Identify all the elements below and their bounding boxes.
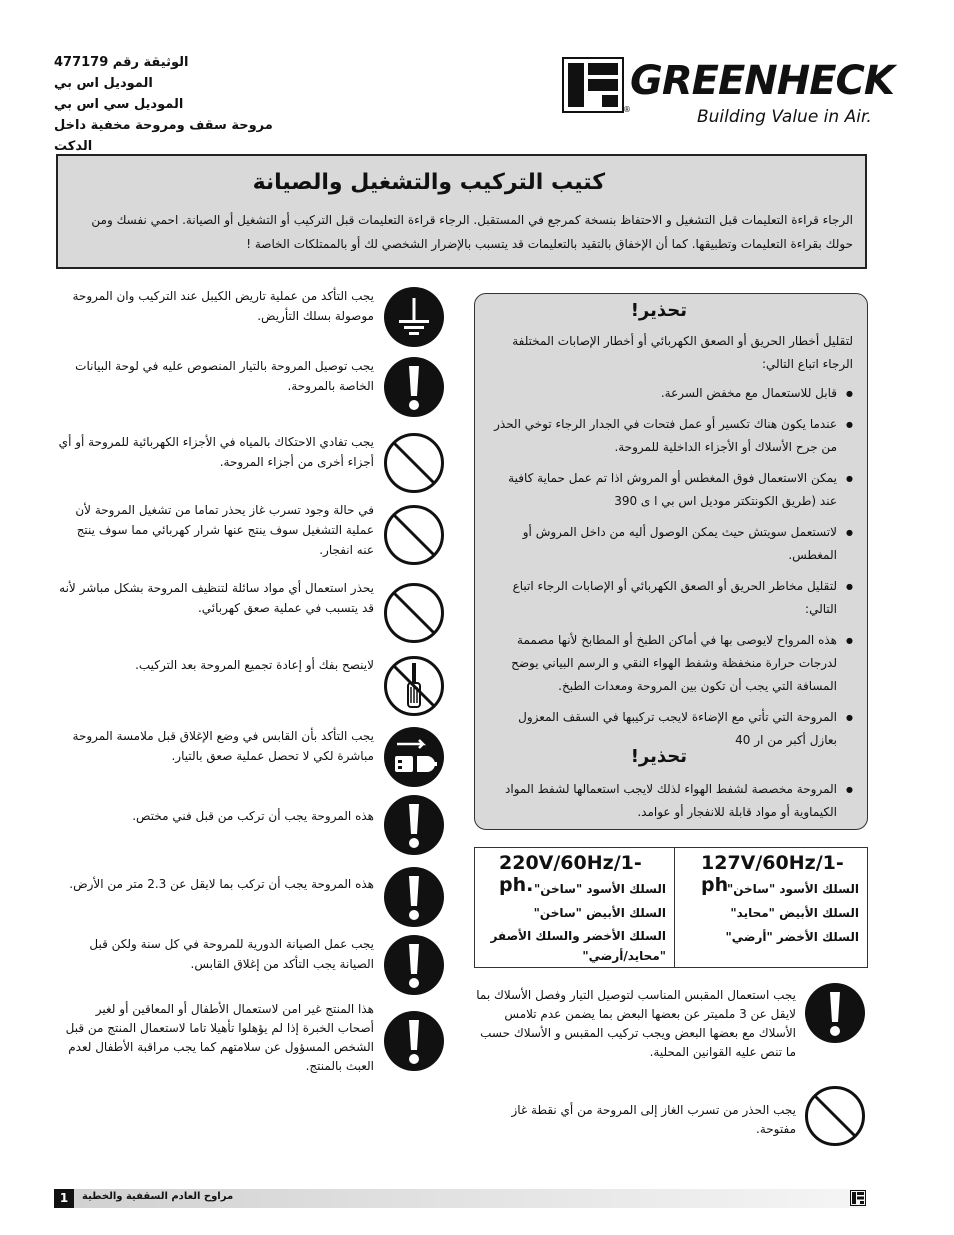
voltage-column-127 [675, 848, 867, 967]
safety-item-text: هذه المروحة يجب أن تركب من قبل فني مختص. [132, 809, 374, 823]
safety-item-voltage [58, 356, 448, 420]
exclamation-icon [383, 934, 445, 996]
safety-item-technician [58, 794, 448, 858]
warning-bullet: ● عندما يكون هناك تكسير أو عمل فتحات في الجدار الرجاء توخي الحذر من جرح الأسلاك أو الأجزاء الداخلية للمروحة. [489, 413, 837, 459]
safety-item-grounding [58, 286, 448, 350]
warning-bullet: ● المروحة التي تأتي مع الإضاءة لايجب تركيبها في السقف المعزول بعازل أكبر من ار 40 [489, 706, 837, 752]
footer-title: مراوح العادم السقفية والخطية [82, 1191, 234, 1202]
exclamation-icon [804, 982, 866, 1044]
safety-item-text: يجب توصيل المروحة بالتيار المنصوص عليه في لوحة البيانات الخاصة بالمروحة. [75, 359, 374, 393]
warning-bullet: ● لاتستعمل سويتش حيث يمكن الوصول أليه من داخل المروش أو المغطس. [489, 521, 837, 567]
safety-item-text: هذه المروحة يجب أن تركب بما لايقل عن 2.3 متر من الأرض. [69, 877, 374, 891]
exclamation-icon [383, 356, 445, 418]
title-box [56, 154, 867, 269]
logo-tagline: Building Value in Air. [697, 107, 872, 127]
manual-intro: الرجاء قراءة التعليمات قبل التشغيل و الاحتفاظ بنسخة كمرجع في المستقبل. الرجاء قراءة التعليمات قبل التركيب أو التشغيل أو الصيانة. احمي نفسك ومن حولك بقراءة التعليمات وتطبيقها. كما أن الإخفاق بالتقيد بالتعليمات قد يتسبب بالإضرار الشخصي لك أو بالممتلكات الخاصة ! [91, 213, 853, 251]
warning-list [489, 382, 853, 760]
wire-row: السلك الأبيض "محايد" [730, 906, 859, 920]
safety-item-text: يحذر استعمال أي مواد سائلة لتنظيف المروحة بشكل مباشر لأنه قد يتسبب في عملية صعق كهربائي. [59, 581, 374, 615]
document-info [54, 52, 314, 157]
product-description: مروحة سقف ومروحة مخفية داخل الدكت [54, 118, 273, 154]
registered-mark: ® [623, 105, 631, 114]
prohibited-icon [383, 432, 445, 494]
wire-row: السلك الأبيض "ساخن" [533, 906, 666, 920]
model-sp: الموديل اس بي [54, 76, 153, 91]
unplug-icon [383, 726, 445, 788]
prohibited-icon [804, 1085, 866, 1147]
safety-item-liquids [58, 578, 448, 642]
safety-item-disassembly [58, 655, 448, 719]
wire-row: السلك الأخضر والسلك الأصفر "محايد/أرضي" [490, 929, 666, 963]
safety-item-text: يجب تفادي الاحتكاك بالمياه في الأجزاء الكهربائية للمروحة أو أي أجزاء أخرى من أجزاء المروحة. [58, 435, 374, 469]
safety-item-unplug [58, 726, 448, 790]
safety-item-water [58, 432, 448, 496]
safety-item-text: يجب التأكد بأن القابس في وضع الإغلاق قبل ملامسة المروحة مباشرة لكي لا تحصل عملية صعق بالتيار. [72, 729, 374, 763]
greenheck-mark-icon [850, 1190, 866, 1206]
safety-item-text: يجب عمل الصيانة الدورية للمروحة في كل سنة ولكن قبل الصيانة يجب التأكد من إغلاق القابس. [89, 937, 374, 971]
exclamation-icon [383, 866, 445, 928]
warning-bullet: ● قابل للاستعمال مع مخفض السرعة. [489, 382, 837, 405]
manual-title: كتيب التركيب والتشغيل والصيانة [252, 170, 605, 195]
logo-wordmark: GREENHECK [630, 58, 894, 104]
exclamation-icon [383, 1010, 445, 1072]
safety-item-text: لاينصح بفك أو إعادة تجميع المروحة بعد التركيب. [135, 658, 374, 672]
wire-row: السلك الأسود "ساخن" [726, 882, 859, 896]
safety-item-maintenance [58, 934, 448, 998]
voltage-wiring-table [474, 847, 868, 968]
prohibited-icon [383, 504, 445, 566]
safety-item-text: يجب الحذر من تسرب الغاز إلى المروحة من أي نقطة غاز مفتوحة. [511, 1103, 796, 1136]
greenheck-logo [560, 55, 894, 145]
warning-bullet: ● يمكن الاستعمال فوق المغطس أو المروش اذا تم عمل حماية كافية عند (طريق الكونتكتر موديل اس بي ا ى 390 [489, 467, 837, 513]
doc-number: الوثيقة رقم 477179 [54, 55, 189, 70]
warning-bullet: ● لتقليل مخاطر الحريق أو الصعق الكهربائي أو الإصابات الرجاء اتباع التالي: [489, 575, 837, 621]
warning-bullet: ● المروحة مخصصة لشفط الهواء لذلك لايجب استعمالها لشفط المواد الكيماوية أو مواد قابلة للانفجار أو عوامد. [489, 778, 837, 824]
warning-bullet: ● هذه المرواح لايوصى بها في أماكن الطبخ أو المطابخ لأنها مصممة لدرجات حرارة منخفظة وشفط الهواء النقي و الرسم البياني يوضح المسافة التي يجب أن تكون بين المروحة ومعدات الطبخ. [489, 629, 837, 698]
safety-item-children [58, 1000, 448, 1080]
warning-list-2 [489, 778, 853, 832]
warning-heading: تحذير! [630, 300, 687, 321]
safety-item-text: يجب استعمال المقبس المناسب لتوصيل التيار وفصل الأسلاك بما لايقل عن 3 ملميتر عن بعضها البعض بما يضمن عدم تلامس الأسلاك مع بعضها البعض ويجب تركيب المقبس و الأسلاك حسب ما تنص عليه القوانين المحلية. [476, 988, 796, 1059]
prohibited-icon [383, 582, 445, 644]
warning-heading-2: تحذير! [630, 746, 687, 767]
ground-icon [383, 286, 445, 348]
voltage-header-220: 220V/60Hz/1-ph. [499, 852, 642, 896]
safety-item-gas-leak [58, 500, 448, 570]
voltage-header-127: 127V/60Hz/1-ph [701, 852, 844, 896]
page-footer [54, 1189, 866, 1208]
safety-item-text: يجب التأكد من عملية تاريض الكيبل عند التركيب وان المروحة موصولة بسلك التأريض. [72, 289, 374, 323]
warning-intro: لتقليل أخطار الحريق أو الصعق الكهربائي أو أخطار الإصابات المختلفة الرجاء اتباع التالي: [512, 334, 853, 371]
voltage-column-220 [475, 848, 675, 967]
greenheck-mark-icon [562, 57, 624, 113]
safety-item-gas-source [470, 1085, 870, 1149]
model-csp: الموديل سي اس بي [54, 97, 184, 112]
exclamation-icon [383, 794, 445, 856]
wire-row: السلك الأخضر "أرضي" [725, 930, 859, 944]
safety-item-text: هذا المنتج غير امن لاستعمال الأطفال أو المعاقين أو لغير أصحاب الخبرة إذا لم يؤهلوا تأهيلا تاما لاستعمال المنتج من قبل الشخص المسؤول عن سلامتهم كما يجب مراقبة الأطفال لعدم العبث بالمنتج. [65, 1002, 374, 1073]
warning-box [474, 293, 868, 830]
safety-item-wiring [470, 982, 870, 1062]
page-number: 1 [54, 1189, 74, 1208]
safety-item-height [58, 866, 448, 930]
wire-row: السلك الأسود "ساخن" [533, 882, 666, 896]
no-disassembly-icon [383, 655, 445, 717]
safety-item-text: في حالة وجود تسرب غاز يحذر تماما من تشغيل المروحة لأن عملية التشغيل سوف ينتج عنها شرار كهربائي مما سوف ينتج عنه انفجار. [75, 503, 374, 557]
